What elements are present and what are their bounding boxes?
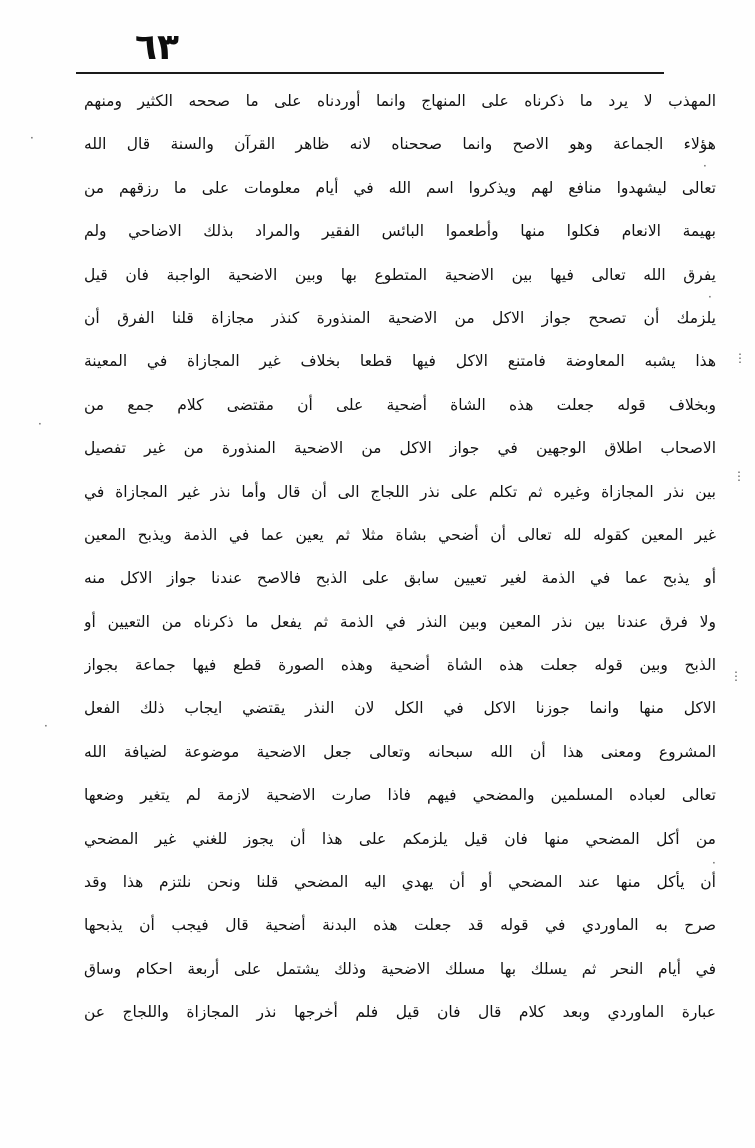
text-line: أو يذبح عما في الذمة لغير تعيين سابق على الذبح فالاصح عندنا جواز الاكل منه [84, 569, 716, 588]
margin-speck: · [30, 131, 34, 145]
margin-speck: · [712, 856, 716, 870]
text-line: الذبح وبين قوله جعلت هذه الشاة أضحية وهذه الصورة قطع فيها جماعة بجواز [84, 656, 716, 675]
text-line: في أيام النحر ثم يسلك بها مسلك الاضحية وذلك يشتمل على أربعة احكام وساق [84, 959, 716, 978]
text-line: بهيمة الانعام فكلوا منها وأطعموا البائس الفقير والمراد بذلك الاضاحي ولم [84, 222, 716, 241]
text-line: أن يأكل منها عند المضحي أو أن يهدي اليه المضحي قلنا ونحن نلتزم هذا وقد [84, 873, 716, 892]
text-line: يفرق الله تعالى فيها بين الاضحية المتطوع بها وبين الاضحية الواجبة فان قيل [84, 265, 716, 284]
page-number: ٦٣ [135, 27, 179, 68]
margin-speck: ⋮ [733, 469, 745, 483]
text-body [84, 80, 716, 1022]
text-line: تعالى لعباده المسلمين والمضحي فيهم فاذا صارت الاضحية لازمة لم يتغير وضعها [84, 786, 716, 805]
text-line: عبارة الماوردي وبعد كلام قال فان قيل فلم أخرجها نذر المجازاة واللجاج عن [84, 1003, 716, 1022]
margin-speck: · [708, 290, 712, 304]
margin-speck: · [38, 417, 42, 431]
text-line: يلزمك أن تصحح جواز الاكل من الاضحية المنذورة كنذر مجازاة قلنا الفرق أن [84, 308, 716, 327]
text-line: المهذب لا يرد ما ذكرناه على المنهاج وانما أوردناه على ما صححه الكثير ومنهم [84, 92, 716, 110]
text-line: غير المعين كقوله لله تعالى أن أضحي بشاة مثلا ثم يعين عما في الذمة ويذبح المعين [84, 525, 716, 544]
text-line: الاكل منها وانما جوزنا الاكل في الكل لان النذر يقتضي ايجاب ذلك الفعل [84, 699, 716, 718]
header-rule [76, 72, 664, 74]
text-line: صرح به الماوردي في قوله قد جعلت هذه البدنة أضحية قال فيجب أن يذبحها [84, 916, 716, 935]
margin-speck: · [44, 719, 48, 733]
text-line: هؤلاء الجماعة وهو الاصح وانما صححناه لانه ظاهر القرآن والسنة قال الله [84, 135, 716, 154]
text-line: وبخلاف قوله جعلت هذه الشاة أضحية على أن مقتضى كلام جمع من [84, 395, 716, 414]
text-line: هذا يشبه المعاوضة فامتنع الاكل فيها قطعا بخلاف غير المجازاة في المعينة [84, 352, 716, 371]
margin-speck: · [703, 159, 707, 173]
margin-speck: ⋮ [734, 351, 746, 365]
margin-speck: ⋮ [730, 669, 742, 683]
text-line: الاصحاب اطلاق الوجهين في جواز الاكل من الاضحية المنذورة من غير تفصيل [84, 439, 716, 458]
text-line: تعالى ليشهدوا منافع لهم ويذكروا اسم الله في أيام معلومات على ما رزقهم من [84, 178, 716, 197]
text-line: ولا فرق عندنا بين نذر المعين وبين النذر في الذمة ثم يفعل ما ذكرناه من التعيين أو [84, 612, 716, 631]
text-line: المشروع ومعنى هذا أن الله سبحانه وتعالى جعل الاضحية موضوعة لضيافة الله [84, 742, 716, 761]
text-line: بين نذر المجازاة وغيره ثم تكلم على نذر اللجاج الى أن قال وأما نذر غير المجازاة في [84, 482, 716, 501]
text-line: من أكل المضحي منها فان قيل يلزمكم على هذا أن يجوز للغني غير المضحي [84, 829, 716, 848]
